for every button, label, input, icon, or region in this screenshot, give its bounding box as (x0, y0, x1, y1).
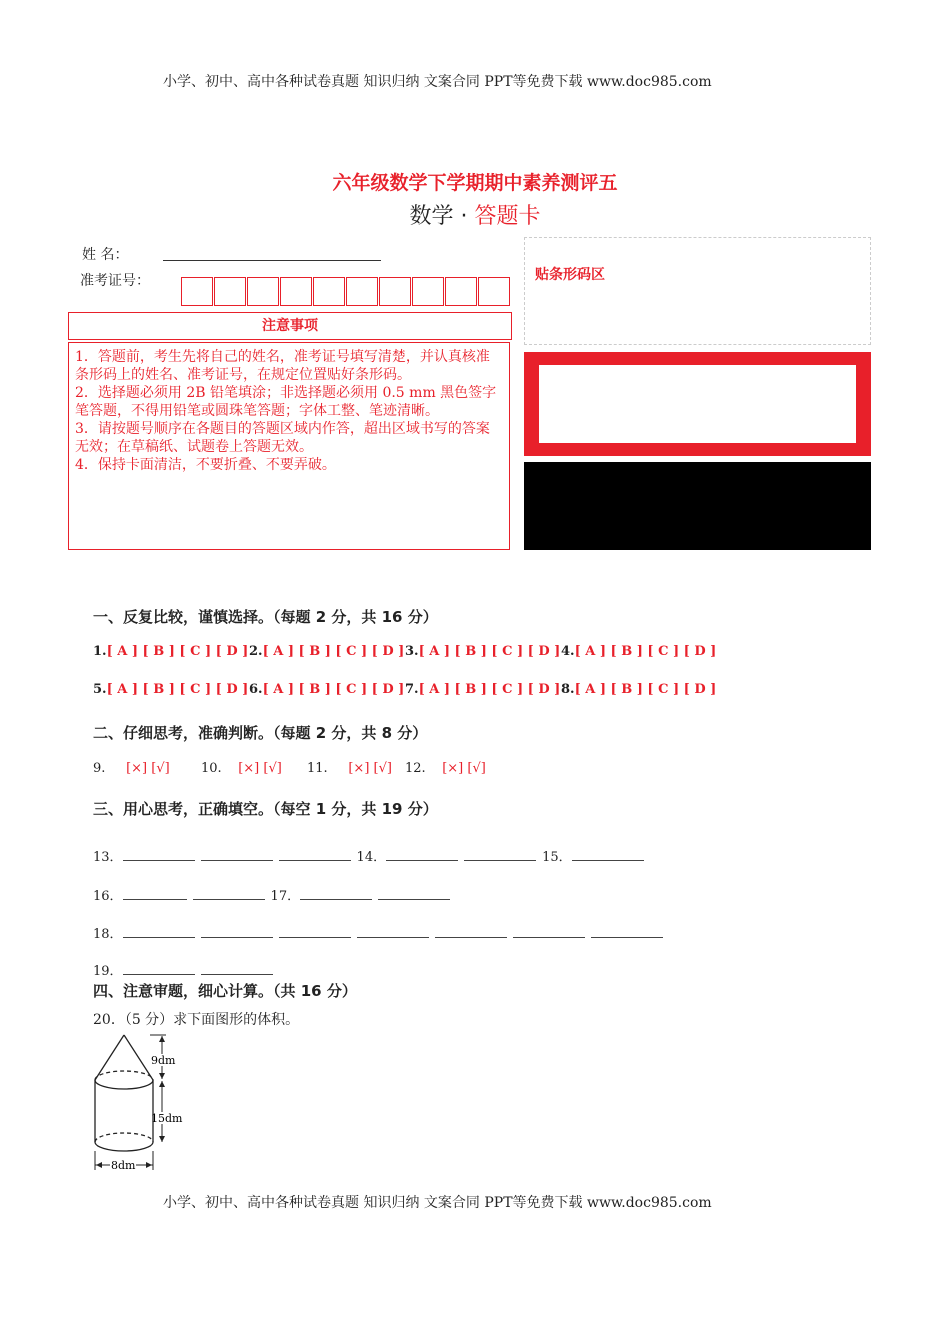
id-box[interactable] (214, 277, 246, 306)
barcode-area (524, 237, 871, 345)
blank[interactable] (378, 887, 450, 900)
id-box[interactable] (181, 277, 213, 306)
blank[interactable] (201, 962, 273, 975)
id-box[interactable] (412, 277, 444, 306)
tf-q11[interactable]: 11. [×] [√] (307, 761, 392, 776)
subtitle-dot: · (460, 204, 468, 229)
choice-q7[interactable]: 7.[ A ] [ B ] [ C ] [ D ] (405, 682, 561, 697)
fig-label-15dm: 15dm (151, 1112, 183, 1125)
choice-q1[interactable]: 1.[ A ] [ B ] [ C ] [ D ] (93, 644, 249, 659)
black-mark-box (524, 462, 871, 550)
subtitle-red: 答题卡 (474, 204, 541, 229)
name-label: 姓 名： (82, 247, 129, 263)
id-box[interactable] (313, 277, 345, 306)
page-header: 小学、初中、高中各种试卷真题 知识归纳 文案合同 PPT等免费下载 www.doc985.com (163, 74, 712, 90)
fill-row-19: 19． (93, 960, 279, 979)
blank[interactable] (123, 962, 195, 975)
notice-line: 1．答题前，考生先将自己的姓名，准考证号填写清楚，并认真核准条形码上的姓名、准考证号，在规定位置贴好条形码。 (75, 349, 490, 383)
section3-title: 三、用心思考，正确填空。（每空 1 分，共 19 分） (93, 800, 438, 818)
id-box[interactable] (346, 277, 378, 306)
q20-text: 20．（5 分）求下面图形的体积。 (93, 1012, 300, 1028)
id-box[interactable] (445, 277, 477, 306)
fill-row-13-15: 13． 14． 15． (93, 846, 650, 865)
id-box[interactable] (379, 277, 411, 306)
id-box[interactable] (478, 277, 510, 306)
blank[interactable] (386, 848, 458, 861)
tf-q9[interactable]: 9. [×] [√] (93, 761, 170, 776)
barcode-label: 贴条形码区 (535, 267, 605, 283)
section2-title: 二、仔细思考，准确判断。（每题 2 分，共 8 分） (93, 724, 428, 742)
name-field[interactable] (163, 259, 381, 261)
choice-q5[interactable]: 5.[ A ] [ B ] [ C ] [ D ] (93, 682, 249, 697)
notice-title: 注意事项 (68, 312, 512, 340)
choice-q8[interactable]: 8.[ A ] [ B ] [ C ] [ D ] (561, 682, 717, 697)
blank[interactable] (279, 925, 351, 938)
blank[interactable] (357, 925, 429, 938)
notice-line: 2．选择题必须用 2B 铅笔填涂；非选择题必须用 0.5 mm 黑色签字笔答题，不得用铅笔或圆珠笔答题；字体工整、笔迹清晰。 (75, 385, 497, 419)
blank[interactable] (591, 925, 663, 938)
fill-row-16-17: 16． 17． (93, 885, 456, 904)
page-footer: 小学、初中、高中各种试卷真题 知识归纳 文案合同 PPT等免费下载 www.doc985.com (163, 1195, 712, 1211)
page-title: 六年级数学下学期期中素养测评五 (332, 172, 618, 194)
id-boxes[interactable] (181, 277, 511, 306)
notice-line: 3．请按题号顺序在各题目的答题区域内作答，超出区域书写的答案无效；在草稿纸、试题卷上答题无效。 (75, 421, 490, 455)
section1-title: 一、反复比较，谨慎选择。（每题 2 分，共 16 分） (93, 608, 438, 626)
id-box[interactable] (247, 277, 279, 306)
section4-title: 四、注意审题，细心计算。（共 16 分） (93, 982, 357, 1000)
fill-row-18: 18． (93, 923, 669, 942)
blank[interactable] (123, 887, 187, 900)
choice-q3[interactable]: 3.[ A ] [ B ] [ C ] [ D ] (405, 644, 561, 659)
id-box[interactable] (280, 277, 312, 306)
blank[interactable] (300, 887, 372, 900)
page-subtitle (0, 199, 950, 230)
blank[interactable] (435, 925, 507, 938)
notice-body (68, 342, 510, 550)
red-mark-box (524, 352, 871, 456)
tf-q10[interactable]: 10. [×] [√] (201, 761, 282, 776)
cone-cylinder-figure (88, 1032, 198, 1177)
id-label: 准考证号： (80, 273, 150, 289)
blank[interactable] (193, 887, 265, 900)
fig-label-8dm: 8dm (111, 1159, 136, 1172)
choice-q6[interactable]: 6.[ A ] [ B ] [ C ] [ D ] (249, 682, 405, 697)
blank[interactable] (123, 848, 195, 861)
blank[interactable] (279, 848, 351, 861)
choice-q4[interactable]: 4.[ A ] [ B ] [ C ] [ D ] (561, 644, 717, 659)
blank[interactable] (572, 848, 644, 861)
fig-label-9dm: 9dm (151, 1054, 176, 1067)
tf-q12[interactable]: 12. [×] [√] (405, 761, 486, 776)
subtitle-main: 数学 (409, 204, 454, 229)
blank[interactable] (123, 925, 195, 938)
notice-line: 4．保持卡面清洁，不要折叠、不要弄破。 (75, 457, 336, 473)
blank[interactable] (513, 925, 585, 938)
blank[interactable] (201, 848, 273, 861)
blank[interactable] (201, 925, 273, 938)
blank[interactable] (464, 848, 536, 861)
choice-q2[interactable]: 2.[ A ] [ B ] [ C ] [ D ] (249, 644, 405, 659)
